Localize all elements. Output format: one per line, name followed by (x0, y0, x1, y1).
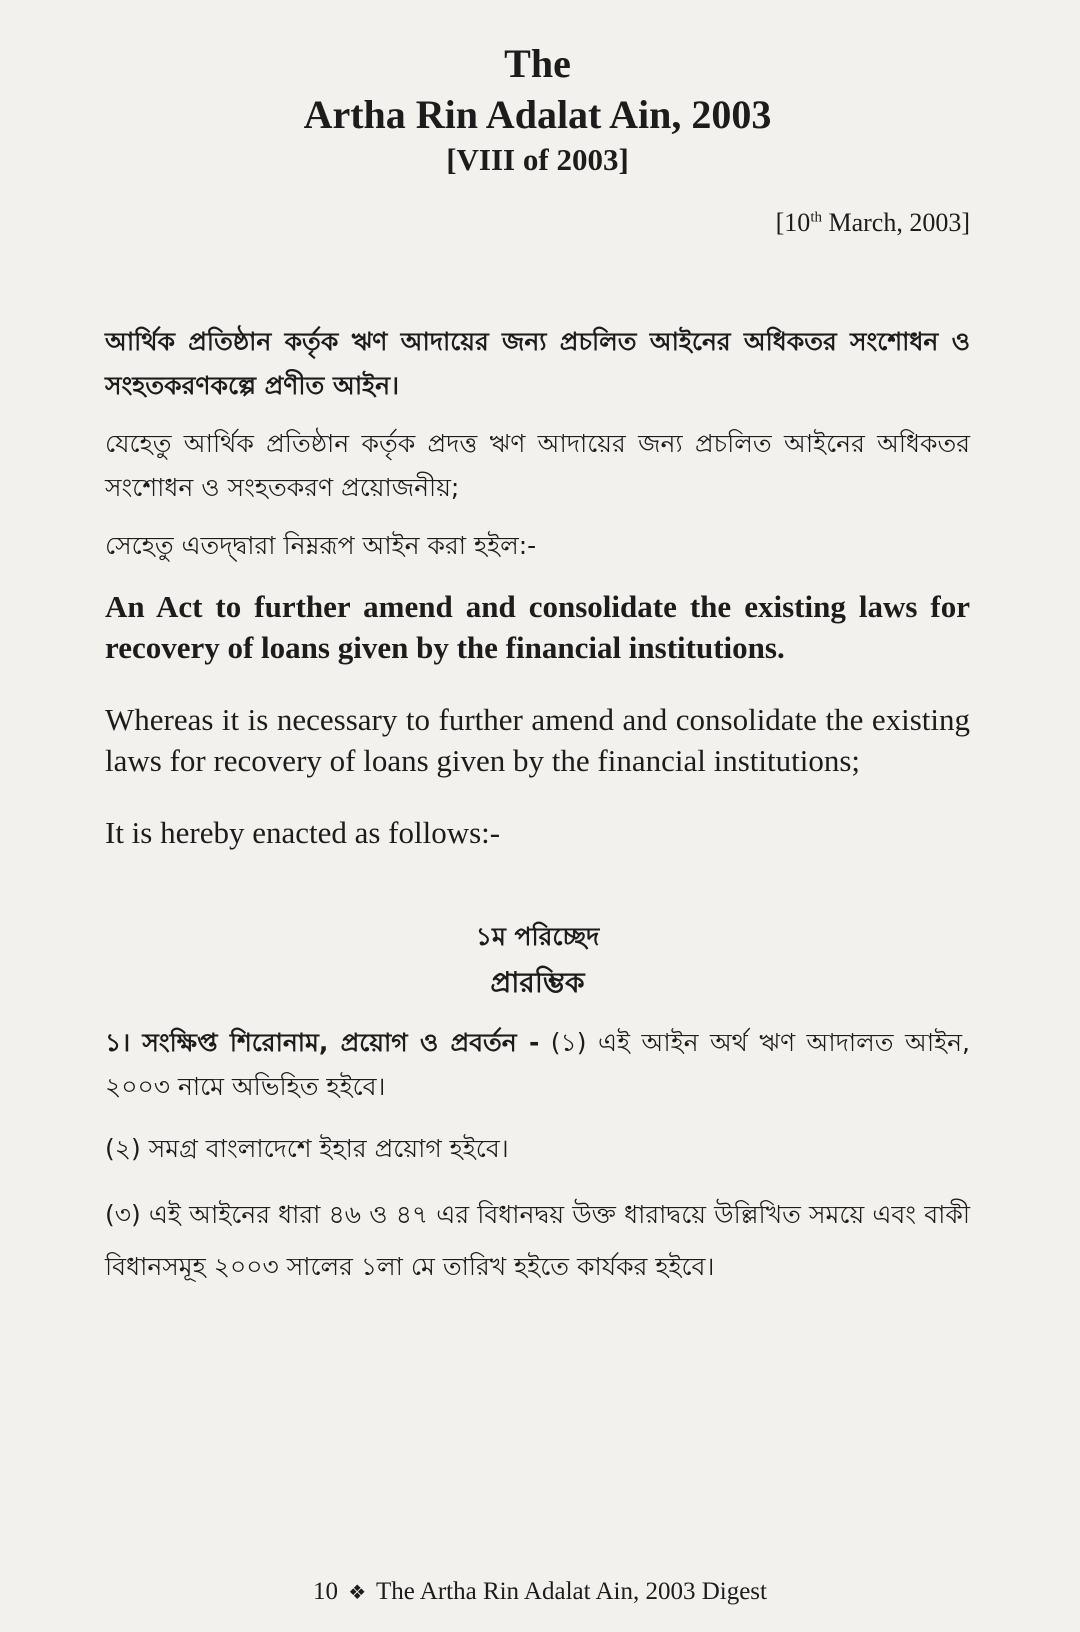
enactment-date (105, 208, 970, 238)
section-1-heading: ১। সংক্ষিপ্ত শিরোনাম, প্রয়োগ ও প্রবর্তন - (105, 1028, 540, 1057)
english-preamble: Whereas it is necessary to further amend and consolidate the existing laws for recovery of loans given by the financial institutions; (105, 702, 970, 778)
footer-title: The Artha Rin Adalat Ain, 2003 Digest (376, 1578, 767, 1605)
date-suffix: March, 2003] (821, 208, 970, 237)
date-prefix: [10 (775, 208, 811, 237)
section-1-sub-2: (২) সমগ্র বাংলাদেশে ইহার প্রয়োগ হইবে। (105, 1134, 509, 1163)
bangla-enactment-clause: সেহেতু এতদ্দ্বারা নিম্নরূপ আইন করা হইল:- (105, 531, 537, 560)
act-number: [VIII of 2003] (446, 142, 629, 177)
act-title: Artha Rin Adalat Ain, 2003 (303, 92, 772, 137)
page-footer (0, 1578, 1080, 1606)
bangla-long-title: আর্থিক প্রতিষ্ঠান কর্তৃক ঋণ আদায়ের জন্য প্রচলিত আইনের অধিকতর সংশোধন ও সংহতকরণকল্পে প্রণীত আইন। (105, 327, 970, 400)
english-enactment-clause: It is hereby enacted as follows:- (105, 815, 501, 850)
date-ordinal: th (810, 209, 822, 226)
section-1-sub-3: (৩) এই আইনের ধারা ৪৬ ও ৪৭ এর বিধানদ্বয় উক্ত ধারাদ্বয়ে উল্লিখিত সময়ে এবং বাকী বিধানসমূহ ২০০৩ সালের ১লা মে তারিখ হইতে কার্যকর হইবে। (105, 1200, 970, 1281)
title-the: The (504, 41, 571, 86)
section-1-clause-1 (105, 1021, 970, 1109)
bangla-preamble: যেহেতু আর্থিক প্রতিষ্ঠান কর্তৃক প্রদত্ত ঋণ আদায়ের জন্য প্রচলিত আইনের অধিকতর সংশোধন ও সংহতকরণ প্রয়োজনীয়; (105, 429, 970, 502)
english-long-title: An Act to further amend and consolidate the existing laws for recovery of loans given by the financial institutions. (105, 589, 970, 665)
page-number: 10 (313, 1578, 339, 1605)
chapter-heading (105, 915, 970, 1007)
act-title-block (105, 0, 970, 180)
diamond-separator-icon: ❖ (348, 1580, 367, 1604)
chapter-number: ১ম পরিচ্ছেদ (475, 922, 600, 951)
section-1-sub-1: (১) এই আইন অর্থ ঋণ আদালত আইন, ২০০৩ নামে অভিহিত হইবে। (105, 1028, 970, 1101)
chapter-title: প্রারম্ভিক (490, 966, 585, 999)
